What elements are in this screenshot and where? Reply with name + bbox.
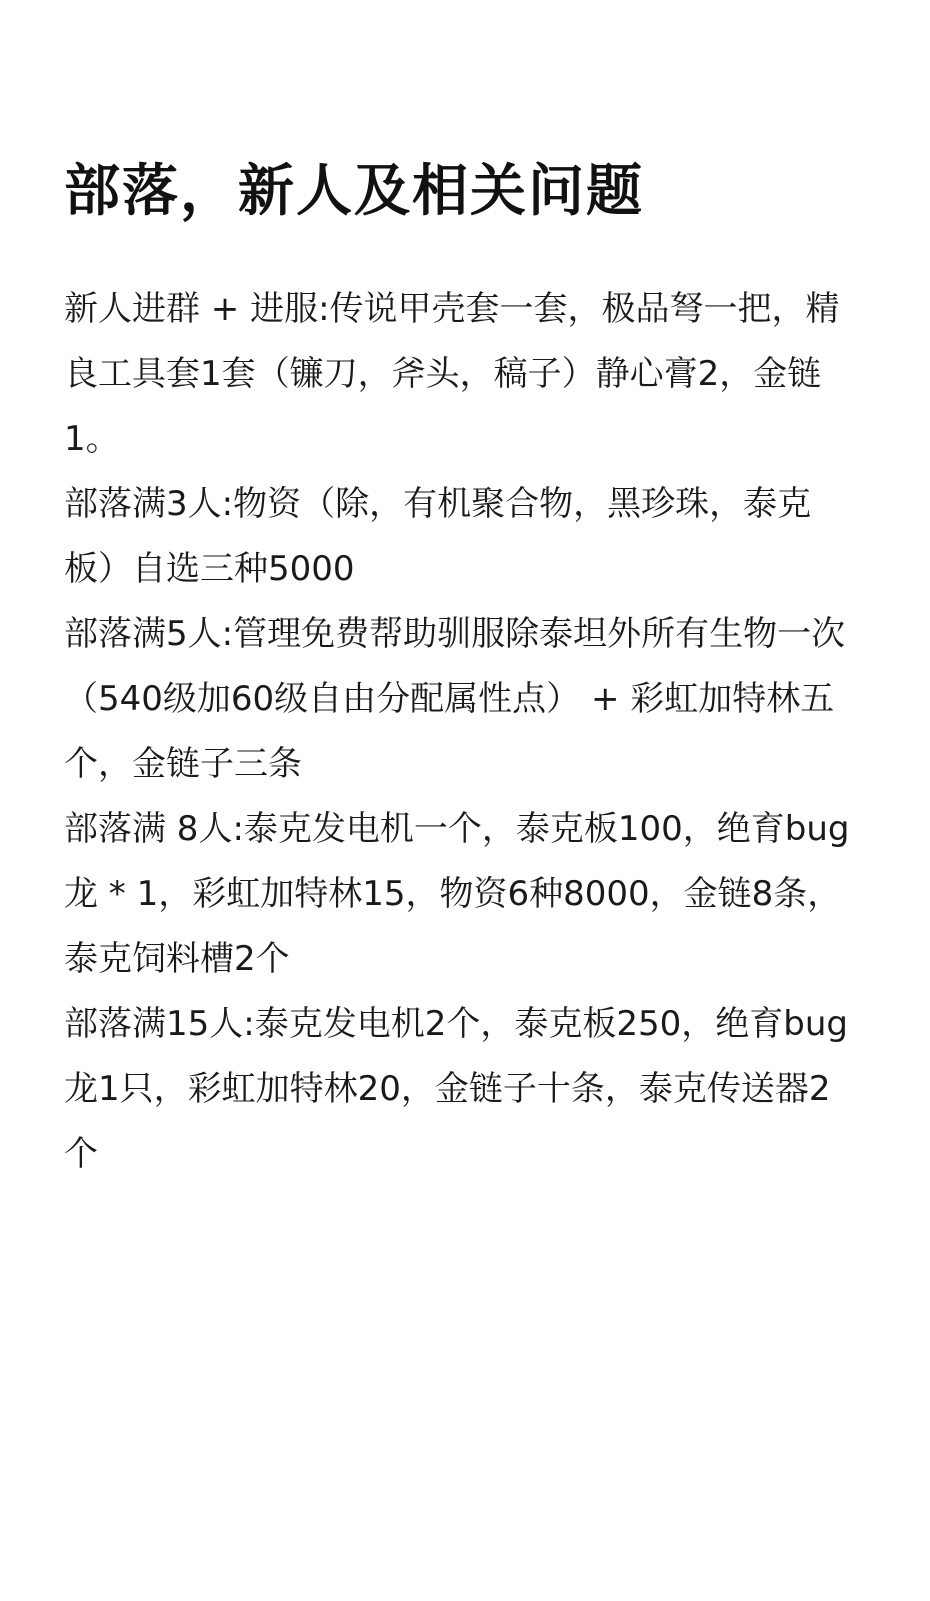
paragraph-tribe-8-rewards: 部落满 8人:泰克发电机一个，泰克板100，绝育bug龙 * 1，彩虹加特林15，物资6种8000，金链8条，泰克饲料槽2个	[64, 809, 850, 979]
article-body	[64, 277, 862, 1187]
paragraph-tribe-15-rewards: 部落满15人:泰克发电机2个，泰克板250，绝育bug龙1只，彩虹加特林20，金链子十条，泰克传送器2个	[64, 1004, 848, 1174]
page-title: 部落，新人及相关问题	[64, 159, 644, 224]
paragraph-tribe-5-rewards: 部落满5人:管理免费帮助驯服除泰坦外所有生物一次（540级加60级自由分配属性点） + 彩虹加特林五个，金链子三条	[64, 614, 846, 784]
paragraph-newcomer-rewards: 新人进群 + 进服:传说甲壳套一套，极品弩一把，精良工具套1套（镰刀，斧头，稿子）静心膏2，金链1。	[64, 289, 840, 459]
paragraph-tribe-3-rewards: 部落满3人:物资（除，有机聚合物，黑珍珠，泰克板）自选三种5000	[64, 484, 812, 589]
